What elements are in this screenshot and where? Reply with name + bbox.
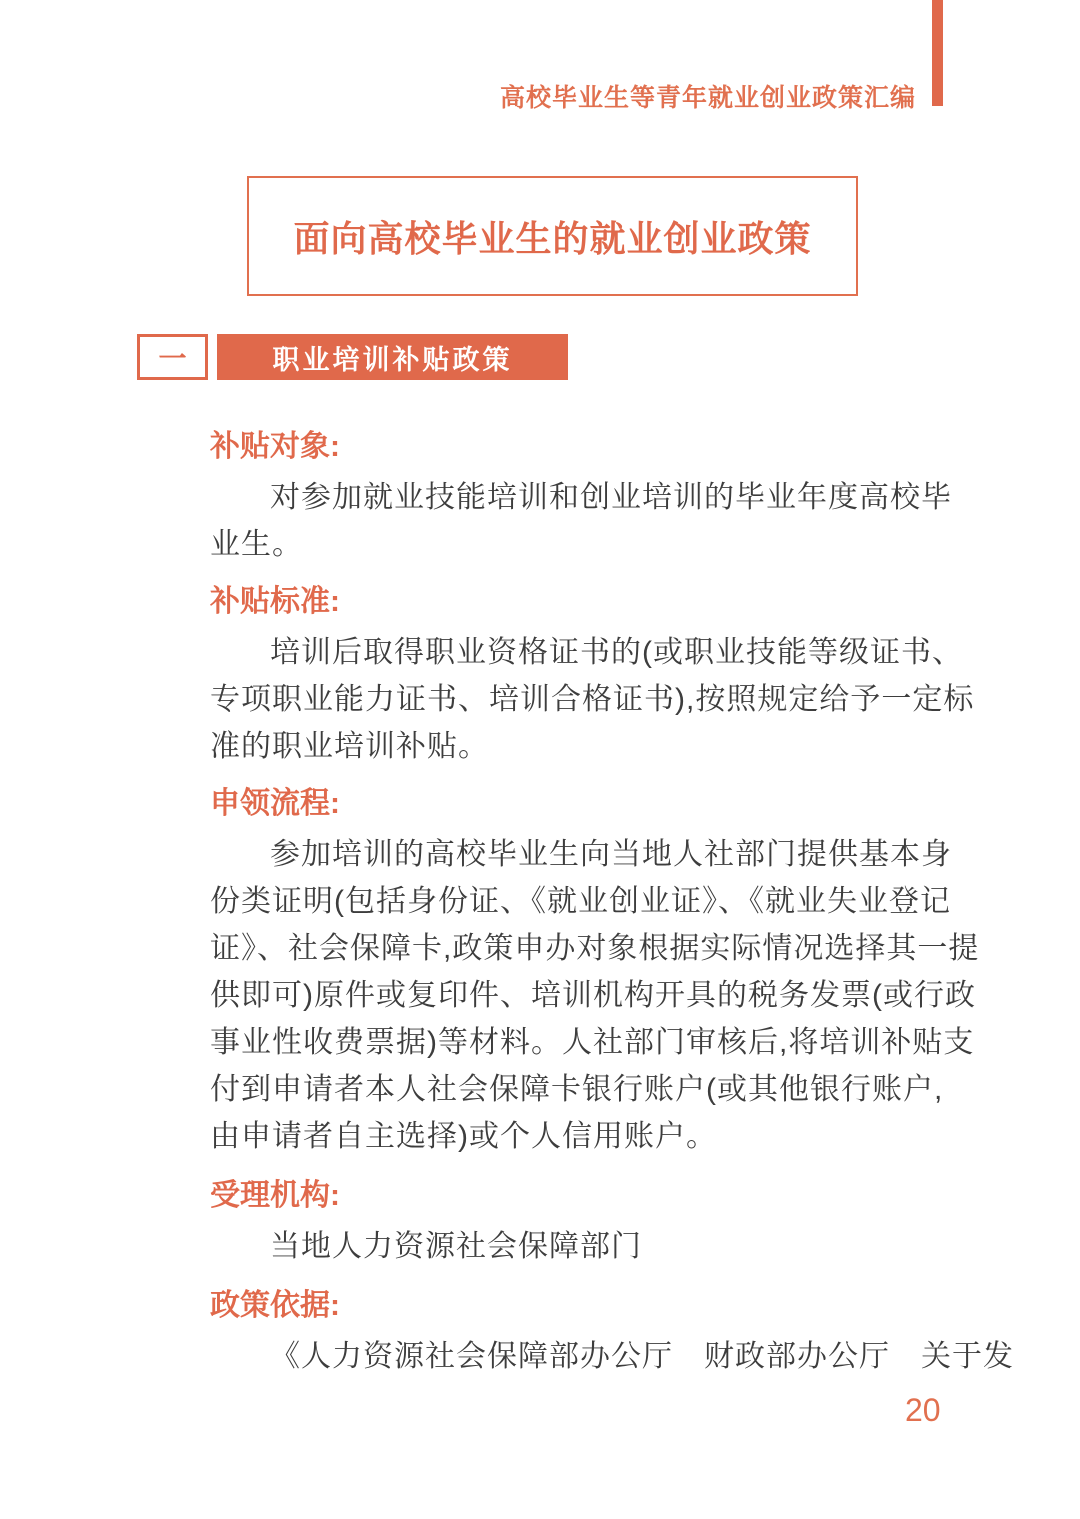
paragraph-line: 业生。: [210, 528, 303, 561]
section-heading: 补贴标准:: [210, 585, 340, 618]
section-heading: 受理机构:: [210, 1179, 340, 1212]
paragraph-line: 参加培训的高校毕业生向当地人社部门提供基本身: [270, 838, 952, 871]
paragraph-line: 对参加就业技能培训和创业培训的毕业年度高校毕: [270, 481, 952, 514]
paragraph-line: 供即可)原件或复印件、培训机构开具的税务发票(或行政: [210, 979, 976, 1012]
paragraph-line: 证》、社会保障卡,政策申办对象根据实际情况选择其一提: [210, 932, 980, 965]
paragraph-line: 培训后取得职业资格证书的(或职业技能等级证书、: [270, 636, 963, 669]
paragraph-line: 付到申请者本人社会保障卡银行账户(或其他银行账户,: [210, 1073, 944, 1106]
section-subsidy-target: [210, 420, 980, 568]
paragraph-line: 当地人力资源社会保障部门: [270, 1230, 642, 1263]
section-policy-basis: [210, 1279, 1014, 1380]
page-number: 20: [905, 1392, 941, 1428]
section-heading: 申领流程:: [210, 787, 340, 820]
paragraph-line: 《人力资源社会保障部办公厅 财政部办公厅 关于发: [270, 1340, 1014, 1373]
section-heading: 补贴对象:: [210, 430, 340, 463]
page-title-box: [247, 176, 858, 296]
paragraph-line: 准的职业培训补贴。: [210, 730, 489, 763]
page-title: 面向高校毕业生的就业创业政策: [293, 217, 812, 259]
section-number-box: [137, 334, 208, 380]
section-heading: 政策依据:: [210, 1289, 340, 1322]
paragraph-line: 事业性收费票据)等材料。人社部门审核后,将培训补贴支: [210, 1026, 975, 1059]
paragraph-line: 专项职业能力证书、培训合格证书),按照规定给予一定标: [210, 683, 975, 716]
running-header-title: 高校毕业生等青年就业创业政策汇编: [499, 84, 916, 112]
section-application-process: [210, 777, 980, 1160]
section-number: 一: [158, 343, 187, 374]
section-subsidy-standard: [210, 575, 980, 770]
paragraph-line: 份类证明(包括身份证、《就业创业证》、《就业失业登记: [210, 885, 951, 918]
paragraph-line: 由申请者自主选择)或个人信用账户。: [210, 1120, 717, 1153]
header-accent-bar: [932, 0, 943, 106]
section-banner-title: 职业培训补贴政策: [217, 334, 568, 380]
section-accepting-agency: [210, 1169, 980, 1270]
